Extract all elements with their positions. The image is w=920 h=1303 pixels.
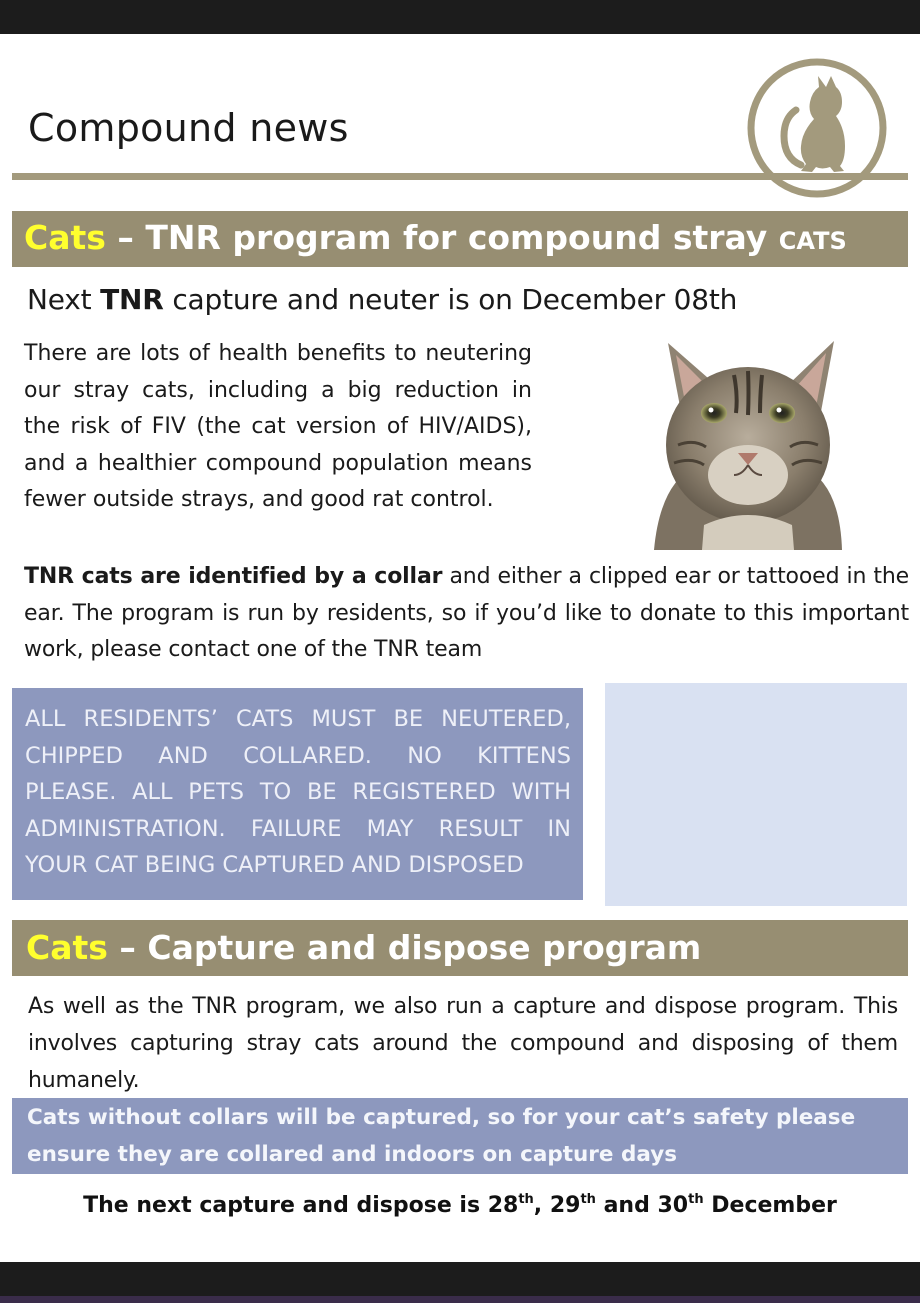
next-capture-suffix: December bbox=[703, 1193, 837, 1218]
ordinal-suffix: th bbox=[518, 1192, 534, 1207]
banner-title-end: CATS bbox=[778, 227, 847, 255]
collar-identification-rest: and either a clipped ear or tattooed in the ear. The program is run by residents, so if you’d like to donate to this important work, please contact one of the TNR team bbox=[24, 564, 910, 662]
tnr-date-subheading bbox=[27, 283, 737, 316]
ordinal-suffix: th bbox=[688, 1192, 704, 1207]
capture-program-paragraph: As well as the TNR program, we also run a capture and dispose program. This involves capturing stray cats around the compound and disposing of them humanely. bbox=[28, 994, 898, 1093]
notice-line: CHIPPED AND COLLARED. NO KITTENS bbox=[25, 742, 571, 769]
blank-panel bbox=[605, 683, 907, 906]
notice-line: PLEASE. ALL PETS TO BE REGISTERED WITH bbox=[25, 779, 571, 805]
collar-identification-bold: TNR cats are identified by a collar bbox=[24, 564, 443, 589]
notice-line: YOUR CAT BEING CAPTURED AND DISPOSED bbox=[25, 852, 524, 878]
banner-title-text: TNR program for compound stray bbox=[145, 218, 779, 257]
capture-section-banner bbox=[12, 920, 908, 976]
banner-dash: – bbox=[105, 218, 146, 257]
top-border bbox=[0, 0, 920, 34]
banner-dash: – bbox=[107, 928, 148, 967]
next-capture-mid: , 29 bbox=[533, 1193, 581, 1218]
collar-warning-box: Cats without collars will be captured, so for your cat’s safety please ensure they are collared and indoors on capture days bbox=[12, 1098, 908, 1174]
ordinal-suffix: th bbox=[580, 1192, 596, 1207]
notice-line: ALL RESIDENTS’ CATS MUST BE NEUTERED, bbox=[25, 706, 571, 732]
cat-silhouette-logo-icon bbox=[738, 54, 898, 200]
collar-identification-paragraph bbox=[24, 559, 909, 669]
next-capture-prefix: The next capture and dispose is 28 bbox=[83, 1193, 519, 1218]
bottom-strip bbox=[0, 1296, 920, 1303]
tnr-section-banner bbox=[12, 211, 908, 267]
subhead-suffix: capture and neuter is on December 08th bbox=[163, 283, 738, 316]
banner-title-text: Capture and dispose program bbox=[147, 928, 702, 967]
tabby-cat-photo bbox=[654, 335, 842, 550]
subhead-prefix: Next bbox=[27, 283, 101, 316]
subhead-bold: TNR bbox=[100, 283, 164, 316]
banner-accent-text: Cats bbox=[26, 928, 108, 967]
page-title: Compound news bbox=[28, 106, 349, 150]
residents-notice-box bbox=[12, 688, 583, 900]
next-capture-mid: and 30 bbox=[595, 1193, 689, 1218]
health-benefits-paragraph: There are lots of health benefits to neutering our stray cats, including a big reduction in the risk of FIV (the cat version of HIV/AIDS), and a healthier compound population means fewer outside strays, and good rat control. bbox=[24, 341, 532, 512]
next-capture-dates bbox=[0, 1193, 920, 1218]
notice-line: ADMINISTRATION. FAILURE MAY RESULT IN bbox=[25, 815, 571, 842]
banner-accent-text: Cats bbox=[24, 218, 106, 257]
